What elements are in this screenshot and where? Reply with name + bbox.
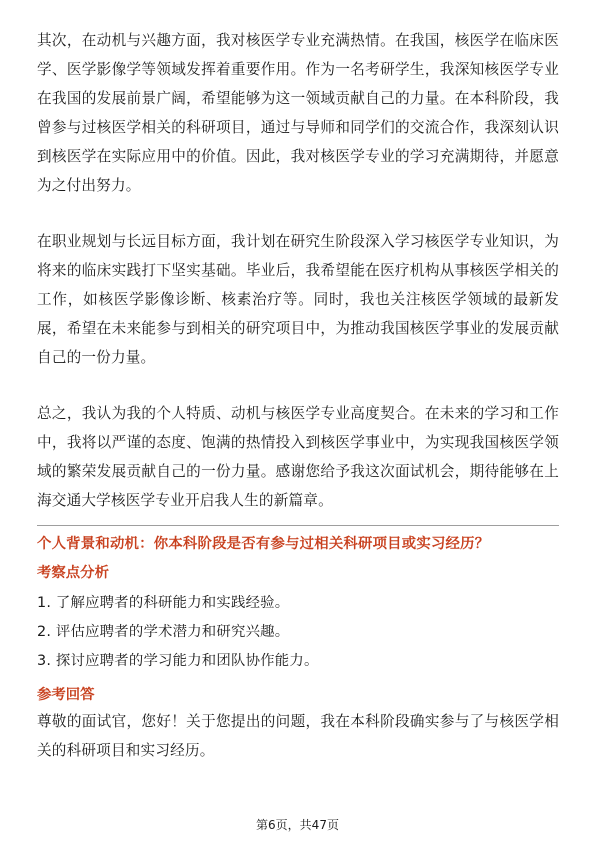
interview-question: 个人背景和动机：你本科阶段是否有参与过相关科研项目或实习经历？ <box>37 536 490 552</box>
reference-answer-heading: 参考回答 <box>37 687 95 703</box>
paragraph-conclusion: 总之，我认为我的个人特质、动机与核医学专业高度契合。在未来的学习和工作中，我将以严谨的态度、饱满的热情投入到核医学事业中，为实现我国核医学领域的繁荣发展贡献自己的一份力量。感谢您给予我这次面试机会，期待能够在上海交通大学核医学专业开启我人生的新篇章。 <box>37 405 559 509</box>
paragraph-gap <box>37 200 559 227</box>
paragraph-motivation: 其次，在动机与兴趣方面，我对核医学专业充满热情。在我国，核医学在临床医学、医学影像学等领域发挥着重要作用。作为一名考研学生，我深知核医学专业在我国的发展前景广阔，希望能够为这一领域贡献自己的力量。在本科阶段，我曾参与过核医学相关的科研项目，通过与导师和同学们的交流合作，我深刻认识到核医学在实际应用中的价值。因此，我对核医学专业的学习充满期待，并愿意为之付出努力。 <box>37 32 559 194</box>
document-page <box>37 26 559 765</box>
reference-answer-text: 尊敬的面试官，您好！关于您提出的问题，我在本科阶段确实参与了与核医学相关的科研项目和实习经历。 <box>37 713 559 759</box>
analysis-list <box>37 589 559 676</box>
list-item: 1. 了解应聘者的科研能力和实践经验。 <box>37 595 290 611</box>
list-item: 3. 探讨应聘者的学习能力和团队协作能力。 <box>37 653 319 669</box>
paragraph-gap <box>37 372 559 399</box>
analysis-heading: 考察点分析 <box>37 565 109 581</box>
list-item: 2. 评估应聘者的学术潜力和研究兴趣。 <box>37 624 290 640</box>
page-number: 第6页，共47页 <box>256 818 339 832</box>
section-divider <box>37 525 559 526</box>
paragraph-career-plan: 在职业规划与长远目标方面，我计划在研究生阶段深入学习核医学专业知识，为将来的临床实践打下坚实基础。毕业后，我希望能在医疗机构从事核医学相关的工作，如核医学影像诊断、核素治疗等。同时，我也关注核医学领域的最新发展，希望在未来能参与到相关的研究项目中，为推动我国核医学事业的发展贡献自己的一份力量。 <box>37 233 559 366</box>
